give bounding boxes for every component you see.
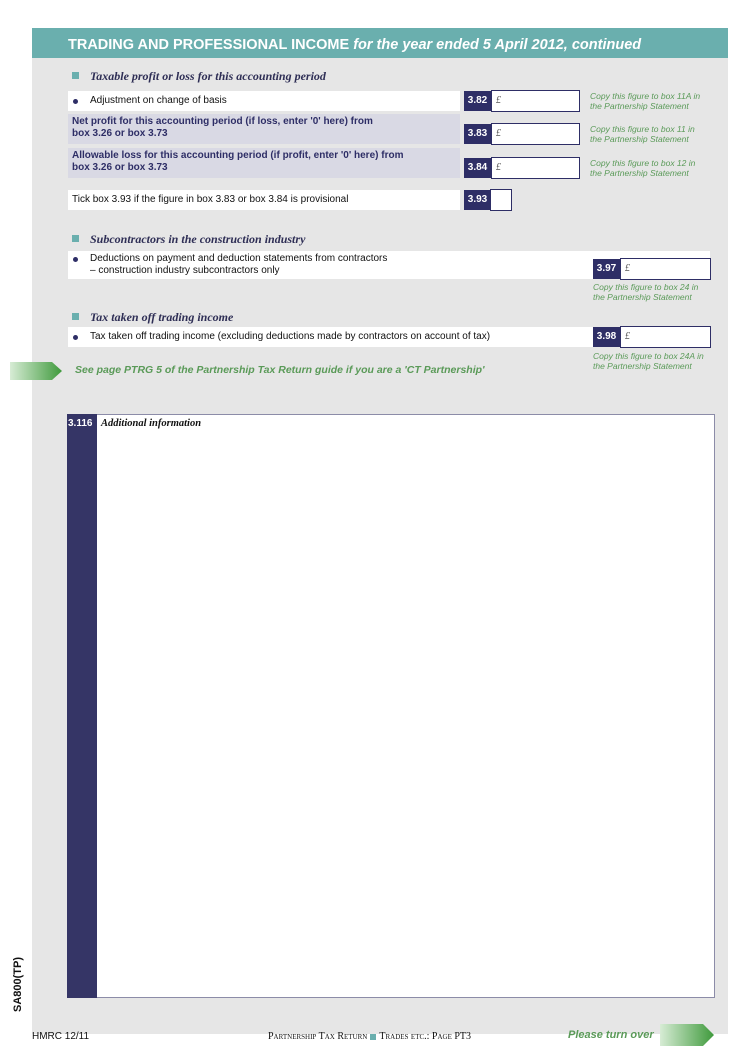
amount-field-3-82[interactable]: £ bbox=[491, 90, 580, 112]
section-header bbox=[32, 28, 728, 58]
row-cis-deductions: Deductions on payment and deduction statements from contractors – construction industry subcontractors only bbox=[68, 251, 710, 279]
subcontractors-section-title: Subcontractors in the construction industry bbox=[72, 232, 305, 247]
turn-over-arrow-icon bbox=[660, 1024, 714, 1046]
note-3-83: Copy this figure to box 11 in the Partnership Statement bbox=[590, 124, 695, 144]
footer-version: HMRC 12/11 bbox=[32, 1031, 90, 1042]
bullet-icon bbox=[73, 335, 78, 340]
additional-information-field[interactable] bbox=[67, 414, 715, 998]
header-title: TRADING AND PROFESSIONAL INCOME bbox=[68, 37, 350, 53]
row-provisional: Tick box 3.93 if the figure in box 3.83 or box 3.84 is provisional bbox=[68, 190, 460, 210]
box-number-3-98: 3.98 bbox=[593, 327, 620, 347]
taxable-section-title: Taxable profit or loss for this accounting period bbox=[72, 69, 326, 84]
green-arrow-icon bbox=[10, 362, 62, 380]
note-3-98: Copy this figure to box 24A in the Partnership Statement bbox=[593, 351, 704, 371]
please-turn-over: Please turn over bbox=[568, 1029, 654, 1041]
box-number-3-97: 3.97 bbox=[593, 259, 620, 279]
header-subtitle: for the year ended 5 April 2012, continued bbox=[353, 37, 642, 53]
square-separator-icon bbox=[370, 1034, 376, 1040]
square-bullet-icon bbox=[72, 313, 79, 320]
tax-taken-off-section-title: Tax taken off trading income bbox=[72, 310, 233, 325]
form-code: SA800(TP) bbox=[12, 956, 24, 1012]
bullet-icon bbox=[73, 99, 78, 104]
box-number-3-93: 3.93 bbox=[464, 190, 491, 210]
box-number-3-116: 3.116 bbox=[68, 418, 93, 429]
row-adjustment: Adjustment on change of basis bbox=[68, 91, 460, 111]
footer-page-info: Partnership Tax Return Trades etc.: Page PT3 bbox=[268, 1031, 472, 1042]
box-number-3-84: 3.84 bbox=[464, 158, 491, 178]
amount-field-3-83[interactable]: £ bbox=[491, 123, 580, 145]
note-3-82: Copy this figure to box 11A in the Partnership Statement bbox=[590, 91, 701, 111]
amount-field-3-97[interactable]: £ bbox=[620, 258, 711, 280]
row-tax-taken-off: Tax taken off trading income (excluding deductions made by contractors on account of tax) bbox=[68, 327, 710, 347]
bullet-icon bbox=[73, 257, 78, 262]
additional-info-bar bbox=[67, 414, 97, 998]
note-3-97: Copy this figure to box 24 in the Partnership Statement bbox=[593, 282, 699, 302]
see-guide-note: See page PTRG 5 of the Partnership Tax Return guide if you are a 'CT Partnership' bbox=[75, 364, 485, 376]
box-number-3-82: 3.82 bbox=[464, 91, 491, 111]
amount-field-3-84[interactable]: £ bbox=[491, 157, 580, 179]
tick-box-3-93[interactable] bbox=[490, 189, 512, 211]
box-number-3-83: 3.83 bbox=[464, 124, 491, 144]
square-bullet-icon bbox=[72, 72, 79, 79]
additional-info-label: Additional information bbox=[101, 418, 202, 429]
note-3-84: Copy this figure to box 12 in the Partnership Statement bbox=[590, 158, 696, 178]
amount-field-3-98[interactable]: £ bbox=[620, 326, 711, 348]
row-allowable-loss: Allowable loss for this accounting period (if profit, enter '0' here) from box 3.26 or box 3.73 bbox=[68, 148, 460, 178]
row-net-profit: Net profit for this accounting period (if loss, enter '0' here) from box 3.26 or box 3.73 bbox=[68, 114, 460, 144]
square-bullet-icon bbox=[72, 235, 79, 242]
